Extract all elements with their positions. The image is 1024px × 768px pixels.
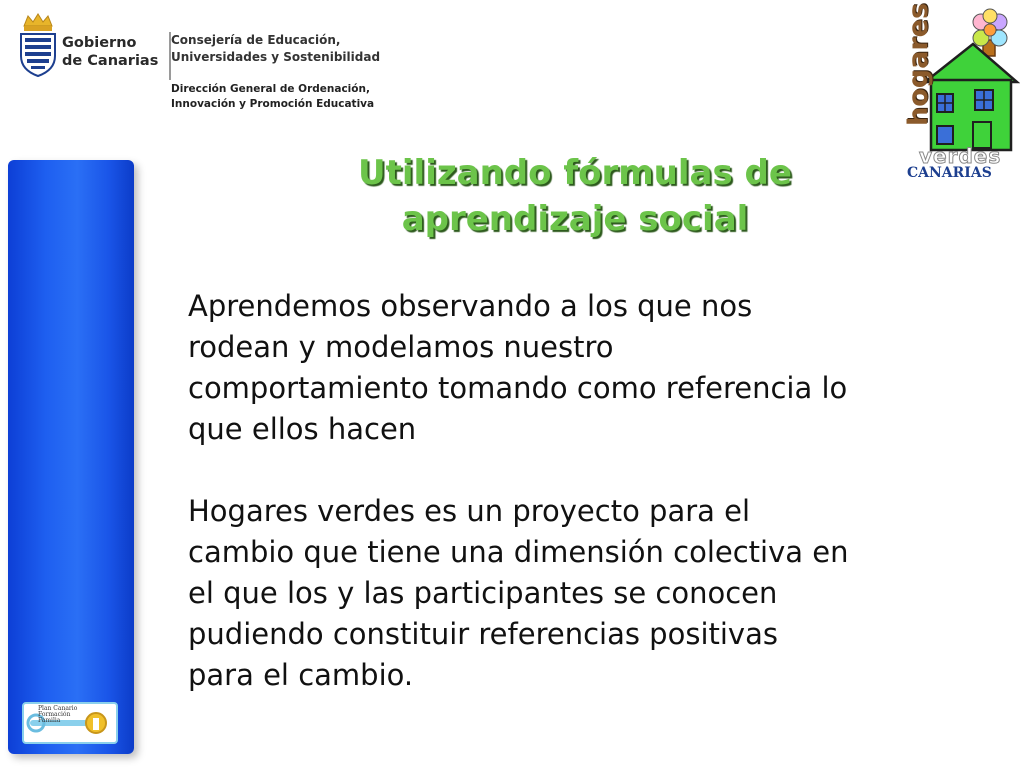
gov-name-line: Gobierno bbox=[62, 35, 137, 51]
paragraph bbox=[188, 286, 988, 450]
plan-line: Familia bbox=[38, 717, 61, 724]
slide-title bbox=[230, 150, 920, 242]
blue-side-bar bbox=[8, 160, 134, 754]
direction-line: Dirección General de Ordenación, bbox=[171, 83, 370, 95]
body-line: rodean y modelamos nuestro bbox=[188, 330, 614, 364]
plan-logo-text bbox=[38, 706, 77, 724]
paragraph bbox=[188, 491, 988, 696]
title-line: aprendizaje social bbox=[401, 199, 749, 239]
body-line: cambio que tiene una dimensión colectiva en bbox=[188, 535, 849, 569]
direction-line: Innovación y Promoción Educativa bbox=[171, 98, 375, 110]
gobierno-canarias-logo bbox=[18, 12, 398, 112]
plan-canario-logo bbox=[22, 702, 118, 744]
body-line: Aprendemos observando a los que nos bbox=[188, 289, 753, 323]
body-line: el que los y las participantes se conocen bbox=[188, 576, 778, 610]
title-line: Utilizando fórmulas de bbox=[358, 153, 792, 193]
gov-name-line: de Canarias bbox=[62, 53, 159, 69]
direction-name bbox=[171, 82, 411, 112]
body-line: Hogares verdes es un proyecto para el bbox=[188, 494, 751, 528]
hogares-wordmark: hogares bbox=[903, 2, 934, 126]
department-name bbox=[171, 32, 401, 66]
plan-line: Formación bbox=[38, 711, 71, 718]
body-line: que ellos hacen bbox=[188, 412, 417, 446]
department-line: Consejería de Educación, bbox=[171, 33, 341, 47]
plan-line: Plan Canario bbox=[38, 705, 78, 712]
body-line: para el cambio. bbox=[188, 658, 414, 692]
canarias-wordmark: CANARIAS bbox=[907, 165, 992, 181]
canarias-shield-icon bbox=[18, 12, 58, 78]
body-line: pudiendo constituir referencias positivas bbox=[188, 617, 778, 651]
body-line: comportamiento tomando como referencia lo bbox=[188, 371, 848, 405]
gov-name bbox=[62, 34, 172, 70]
department-line: Universidades y Sostenibilidad bbox=[171, 50, 381, 64]
slide-body bbox=[188, 286, 988, 737]
verdes-wordmark: verdes bbox=[919, 144, 1002, 168]
